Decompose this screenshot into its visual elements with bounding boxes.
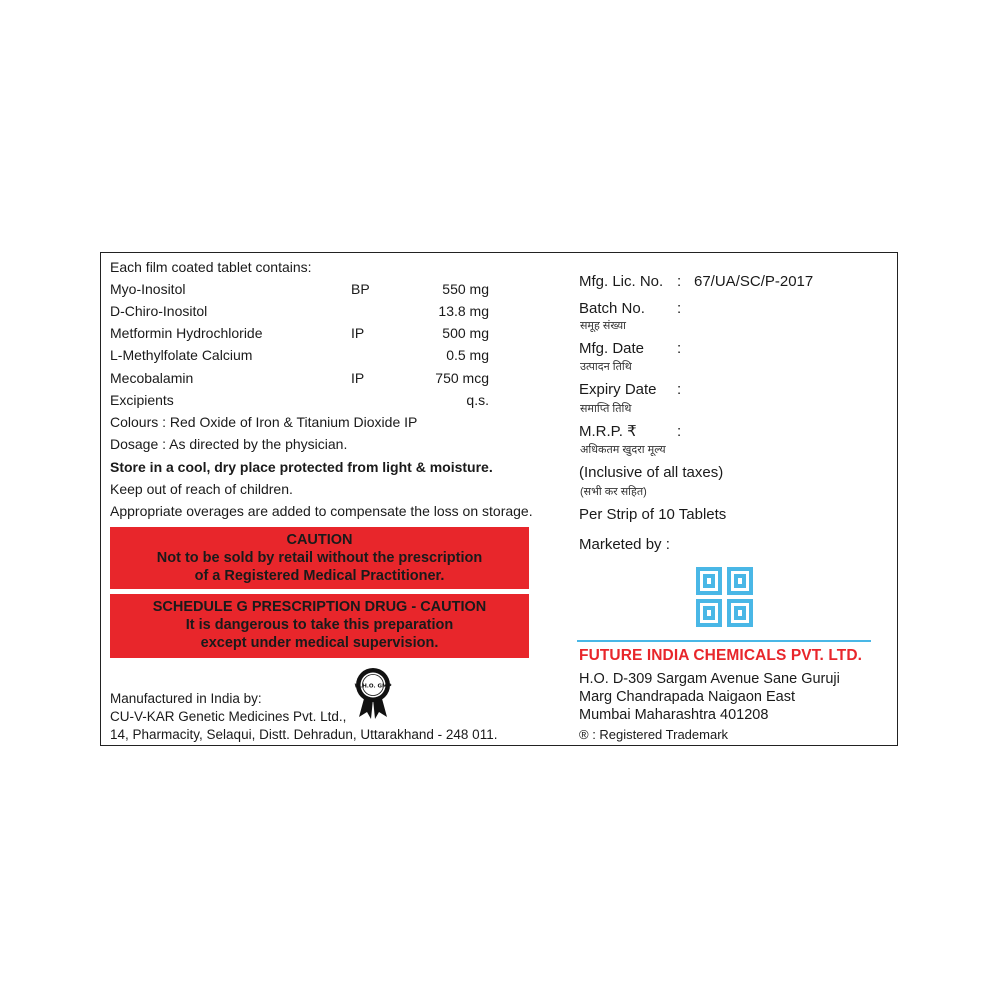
composition-heading: Each film coated tablet contains: <box>110 259 312 275</box>
mfg-date-hindi: उत्पादन तिथि <box>580 361 632 373</box>
inclusive-taxes: (Inclusive of all taxes) <box>579 464 724 481</box>
ingredient-amount: 550 mg <box>442 281 489 297</box>
mfg-lic-colon: : <box>677 273 682 290</box>
mrp-hindi: अधिकतम खुदरा मूल्य <box>580 444 666 456</box>
schedule-title: SCHEDULE G PRESCRIPTION DRUG - CAUTION <box>152 599 487 615</box>
company-name: FUTURE INDIA CHEMICALS PVT. LTD. <box>579 647 863 664</box>
mfg-date-label: Mfg. Date <box>579 340 645 357</box>
ingredient-name: D-Chiro-Inositol <box>110 303 208 319</box>
overages-text: Appropriate overages are added to compensate the loss on storage. <box>110 503 533 519</box>
ingredient-name: Metformin Hydrochloride <box>110 325 263 341</box>
expiry-hindi: समाप्ति तिथि <box>580 403 632 415</box>
ingredient-name: Myo-Inositol <box>110 281 186 297</box>
ingredient-amount: 500 mg <box>442 325 489 341</box>
inclusive-taxes-hindi: (सभी कर सहित) <box>580 486 647 498</box>
dosage-text: Dosage : As directed by the physician. <box>110 436 348 452</box>
caution-line: of a Registered Medical Practitioner. <box>194 568 445 584</box>
mfg-lic-label: Mfg. Lic. No. <box>579 273 664 290</box>
storage-text: Store in a cool, dry place protected from light & moisture. <box>110 459 493 475</box>
ingredient-amount: 750 mcg <box>435 370 489 386</box>
marketed-by: Marketed by : <box>579 536 670 553</box>
mfg-date-colon: : <box>677 340 682 357</box>
caution-title: CAUTION <box>286 532 353 548</box>
expiry-colon: : <box>677 381 682 398</box>
seal-text: W.H.O. GMP <box>354 683 392 690</box>
trademark-note: ® : Registered Trademark <box>579 727 729 742</box>
caution-line: Not to be sold by retail without the prescription <box>156 550 483 566</box>
company-logo-icon <box>695 566 755 628</box>
expiry-label: Expiry Date <box>579 381 657 398</box>
ingredient-standard: IP <box>351 325 365 341</box>
company-divider <box>577 640 871 642</box>
ingredient-standard: IP <box>351 370 365 386</box>
schedule-g-box <box>110 594 529 658</box>
mfg-lic-value: 67/UA/SC/P-2017 <box>694 273 814 290</box>
schedule-line: except under medical supervision. <box>200 635 439 651</box>
company-address-line: H.O. D-309 Sargam Avenue Sane Guruji <box>579 671 840 687</box>
ingredient-standard: BP <box>351 281 370 297</box>
batch-colon: : <box>677 300 682 317</box>
ingredient-name: Excipients <box>110 392 174 408</box>
company-address-line: Marg Chandrapada Naigaon East <box>579 689 796 705</box>
colours-text: Colours : Red Oxide of Iron & Titanium Dioxide IP <box>110 414 418 430</box>
company-address-line: Mumbai Maharashtra 401208 <box>579 707 769 723</box>
keep-out-text: Keep out of reach of children. <box>110 481 293 497</box>
ingredient-name: L-Methylfolate Calcium <box>110 347 253 363</box>
schedule-line: It is dangerous to take this preparation <box>185 617 454 633</box>
per-strip: Per Strip of 10 Tablets <box>579 506 727 523</box>
ingredient-amount: 13.8 mg <box>438 303 489 319</box>
batch-label: Batch No. <box>579 300 645 317</box>
mrp-label: M.R.P. ₹ <box>579 423 637 440</box>
batch-hindi: समूह संख्या <box>580 320 627 332</box>
mrp-colon: : <box>677 423 682 440</box>
gmp-seal-icon <box>351 667 395 719</box>
manufacturer-line: Manufactured in India by: <box>110 691 262 706</box>
medicine-label <box>100 252 898 746</box>
ingredient-amount: q.s. <box>466 392 489 408</box>
ingredient-name: Mecobalamin <box>110 370 194 386</box>
ingredient-amount: 0.5 mg <box>446 347 489 363</box>
manufacturer-address: 14, Pharmacity, Selaqui, Distt. Dehradun, Uttarakhand - 248 011. <box>110 727 498 742</box>
caution-box <box>110 527 529 589</box>
manufacturer-name: CU-V-KAR Genetic Medicines Pvt. Ltd., <box>110 709 347 724</box>
